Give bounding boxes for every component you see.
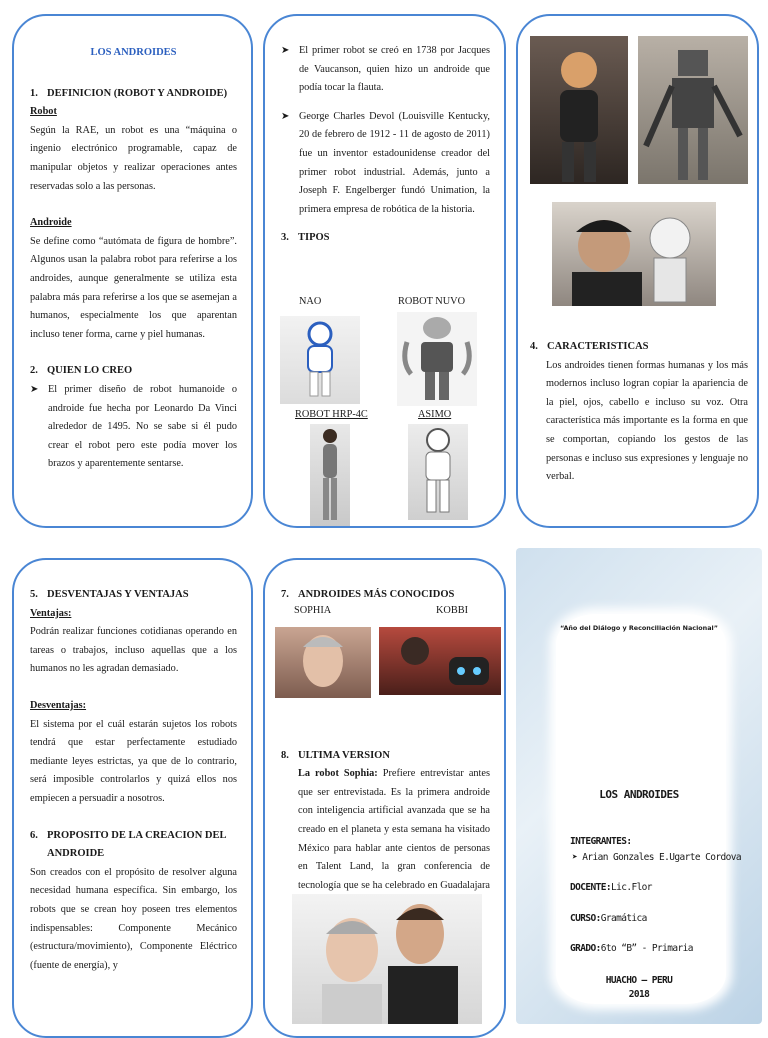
section-4-heading: 4. CARACTERISTICAS [530, 341, 649, 352]
man-with-robot-image [552, 202, 716, 306]
desventajas-text: El sistema por el cuál estarán sujetos los robots tendrá que estar perfectamente estudiado mediante leyes estrictas, ya que de lo contrario, será imposible controlarlos y quizá ellos nos empiecen a persuadir a nosotros. [30, 718, 237, 804]
grado-row: GRADO:6to “B” - Primaria [570, 943, 693, 954]
nao-robot-image [280, 316, 360, 404]
cover-page [516, 548, 762, 1024]
known-label-sophia: SOPHIA [294, 605, 332, 616]
ventajas-text: Podrán realizar funciones cotidianas operando en tareas o trabajos, incluso aquellas que a los humanos no les agradan demasiado. [30, 626, 237, 675]
section-6-heading: 6. PROPOSITO DE LA CREACION DEL ANDROIDE [30, 829, 226, 860]
asimo-robot-image [408, 424, 468, 520]
integrante-row: ➤ Arian Gonzales E.Ugarte Cordova [572, 852, 741, 863]
proposito-text: Son creados con el propósito de resolver alguna necesidad humana específica. Sin embargo, los robots que se crean hoy poseen tres elementos indispensables: Componente Mecánico (estructura/movimiento), Componente Eléctrico (fuente de energía), y [30, 866, 237, 971]
androide-definition: Se define como “autómata de figura de hombre”. Algunos usan la palabra robot para referirse a los androides, aunque generalmente se utiliza esta palabra más para referirse a los que se asemejan a humanos, especialmente los que aparentan incluso tener forma, carne y piel humanas. [30, 235, 237, 340]
history-bullet-2: ➤ George Charles Devol (Louisville Kentucky, 20 de febrero de 1912 - 11 de agosto de 2011) fue un inventor estadounidense creador del primer robot industrial. Además, junto a Joseph F. Engelberger fundó Unimation, la primera empresa de robótica de la historia. [281, 108, 490, 220]
hrp-robot-image [310, 424, 350, 526]
sophia-with-man-image [292, 894, 482, 1024]
type-label-nuvo: ROBOT NUVO [398, 296, 466, 307]
ultima-version-text: La robot Sophia: Prefiere entrevistar antes que ser entrevistada. Es la primera androide con inteligencia artificial avanzada que se ha creado en el planeta y esta semana ha visitado México para hablar ante cientos de personas en Talent Land, la gran conferencia de tecnología que se ha celebrado en Guadalajara [298, 768, 490, 891]
arrow-bullet-icon: ➤ [572, 852, 583, 863]
mechanical-robot-image [638, 36, 748, 184]
section-3-heading: 3. TIPOS [281, 232, 330, 244]
brochure-title: LOS ANDROIDES [90, 47, 177, 58]
section-1-heading: 1. DEFINICION (ROBOT Y ANDROIDE) [30, 87, 228, 99]
national-motto: “Año del Diálogo y Reconciliación Nacional” [560, 624, 718, 632]
desventajas-subheading: Desventajas: [30, 699, 87, 711]
nuvo-robot-image [397, 312, 477, 406]
cover-title: LOS ANDROIDES [599, 788, 679, 801]
cover-year: 2018 [628, 989, 650, 1000]
known-label-kobbi: KOBBI [436, 605, 469, 616]
kobbi-image [379, 627, 501, 695]
cover-place: HUACHO – PERU [605, 975, 673, 986]
section-2-heading: 2. QUIEN LO CREO [30, 365, 133, 377]
integrantes-row: INTEGRANTES: [570, 836, 632, 847]
docente-row: DOCENTE:Lic.Flor [570, 882, 652, 893]
sophia-image [275, 627, 371, 698]
arrow-bullet-icon: ➤ [281, 110, 290, 122]
robot-definition: Según la RAE, un robot es una “máquina o ingenio electrónico programable, capaz de manipular objetos y realizar operaciones antes reservadas solo a las personas. [30, 124, 237, 192]
arrow-bullet-icon: ➤ [30, 383, 39, 395]
type-label-nao: NAO [299, 296, 322, 307]
panel-ventajas [12, 558, 253, 1038]
curso-row: CURSO:Gramática [570, 913, 647, 924]
panel-definicion [12, 14, 253, 528]
android-robot-image [530, 36, 628, 184]
arrow-bullet-icon: ➤ [281, 45, 290, 56]
ventajas-subheading: Ventajas: [30, 607, 72, 619]
creator-bullet: ➤ El primer diseño de robot humanoide o androide fue hecha por Leonardo Da Vinci alrededor de 1495. No se sabe si él pudo crear el robot pero este podía mover los brazos y aparentemente sentarse. [30, 381, 237, 474]
androide-subheading: Androide [30, 217, 72, 229]
robot-subheading: Robot [30, 106, 57, 118]
section-7-heading: 7. ANDROIDES MÁS CONOCIDOS [281, 589, 455, 600]
panel-historia-tipos [263, 14, 506, 528]
history-bullet-1: ➤ El primer robot se creó en 1738 por Jacques de Vaucanson, quien hizo un androide que podía tocar la flauta. [281, 42, 490, 98]
type-label-asimo: ASIMO [418, 409, 452, 420]
section-5-heading: 5. DESVENTAJAS Y VENTAJAS [30, 589, 189, 600]
type-label-hrp: ROBOT HRP-4C [295, 409, 368, 420]
caracteristicas-text: Los androides tienen formas humanas y los más modernos incluso logran copiar la apariencia de la piel, ojos, cabello e incluso su voz. Otra característica más importante es la forma en que se comportan, copiando los gestos de las personas e incluso sus expresiones y lenguaje no verbal. [546, 359, 748, 483]
section-8-heading: 8. ULTIMA VERSION [281, 749, 390, 761]
